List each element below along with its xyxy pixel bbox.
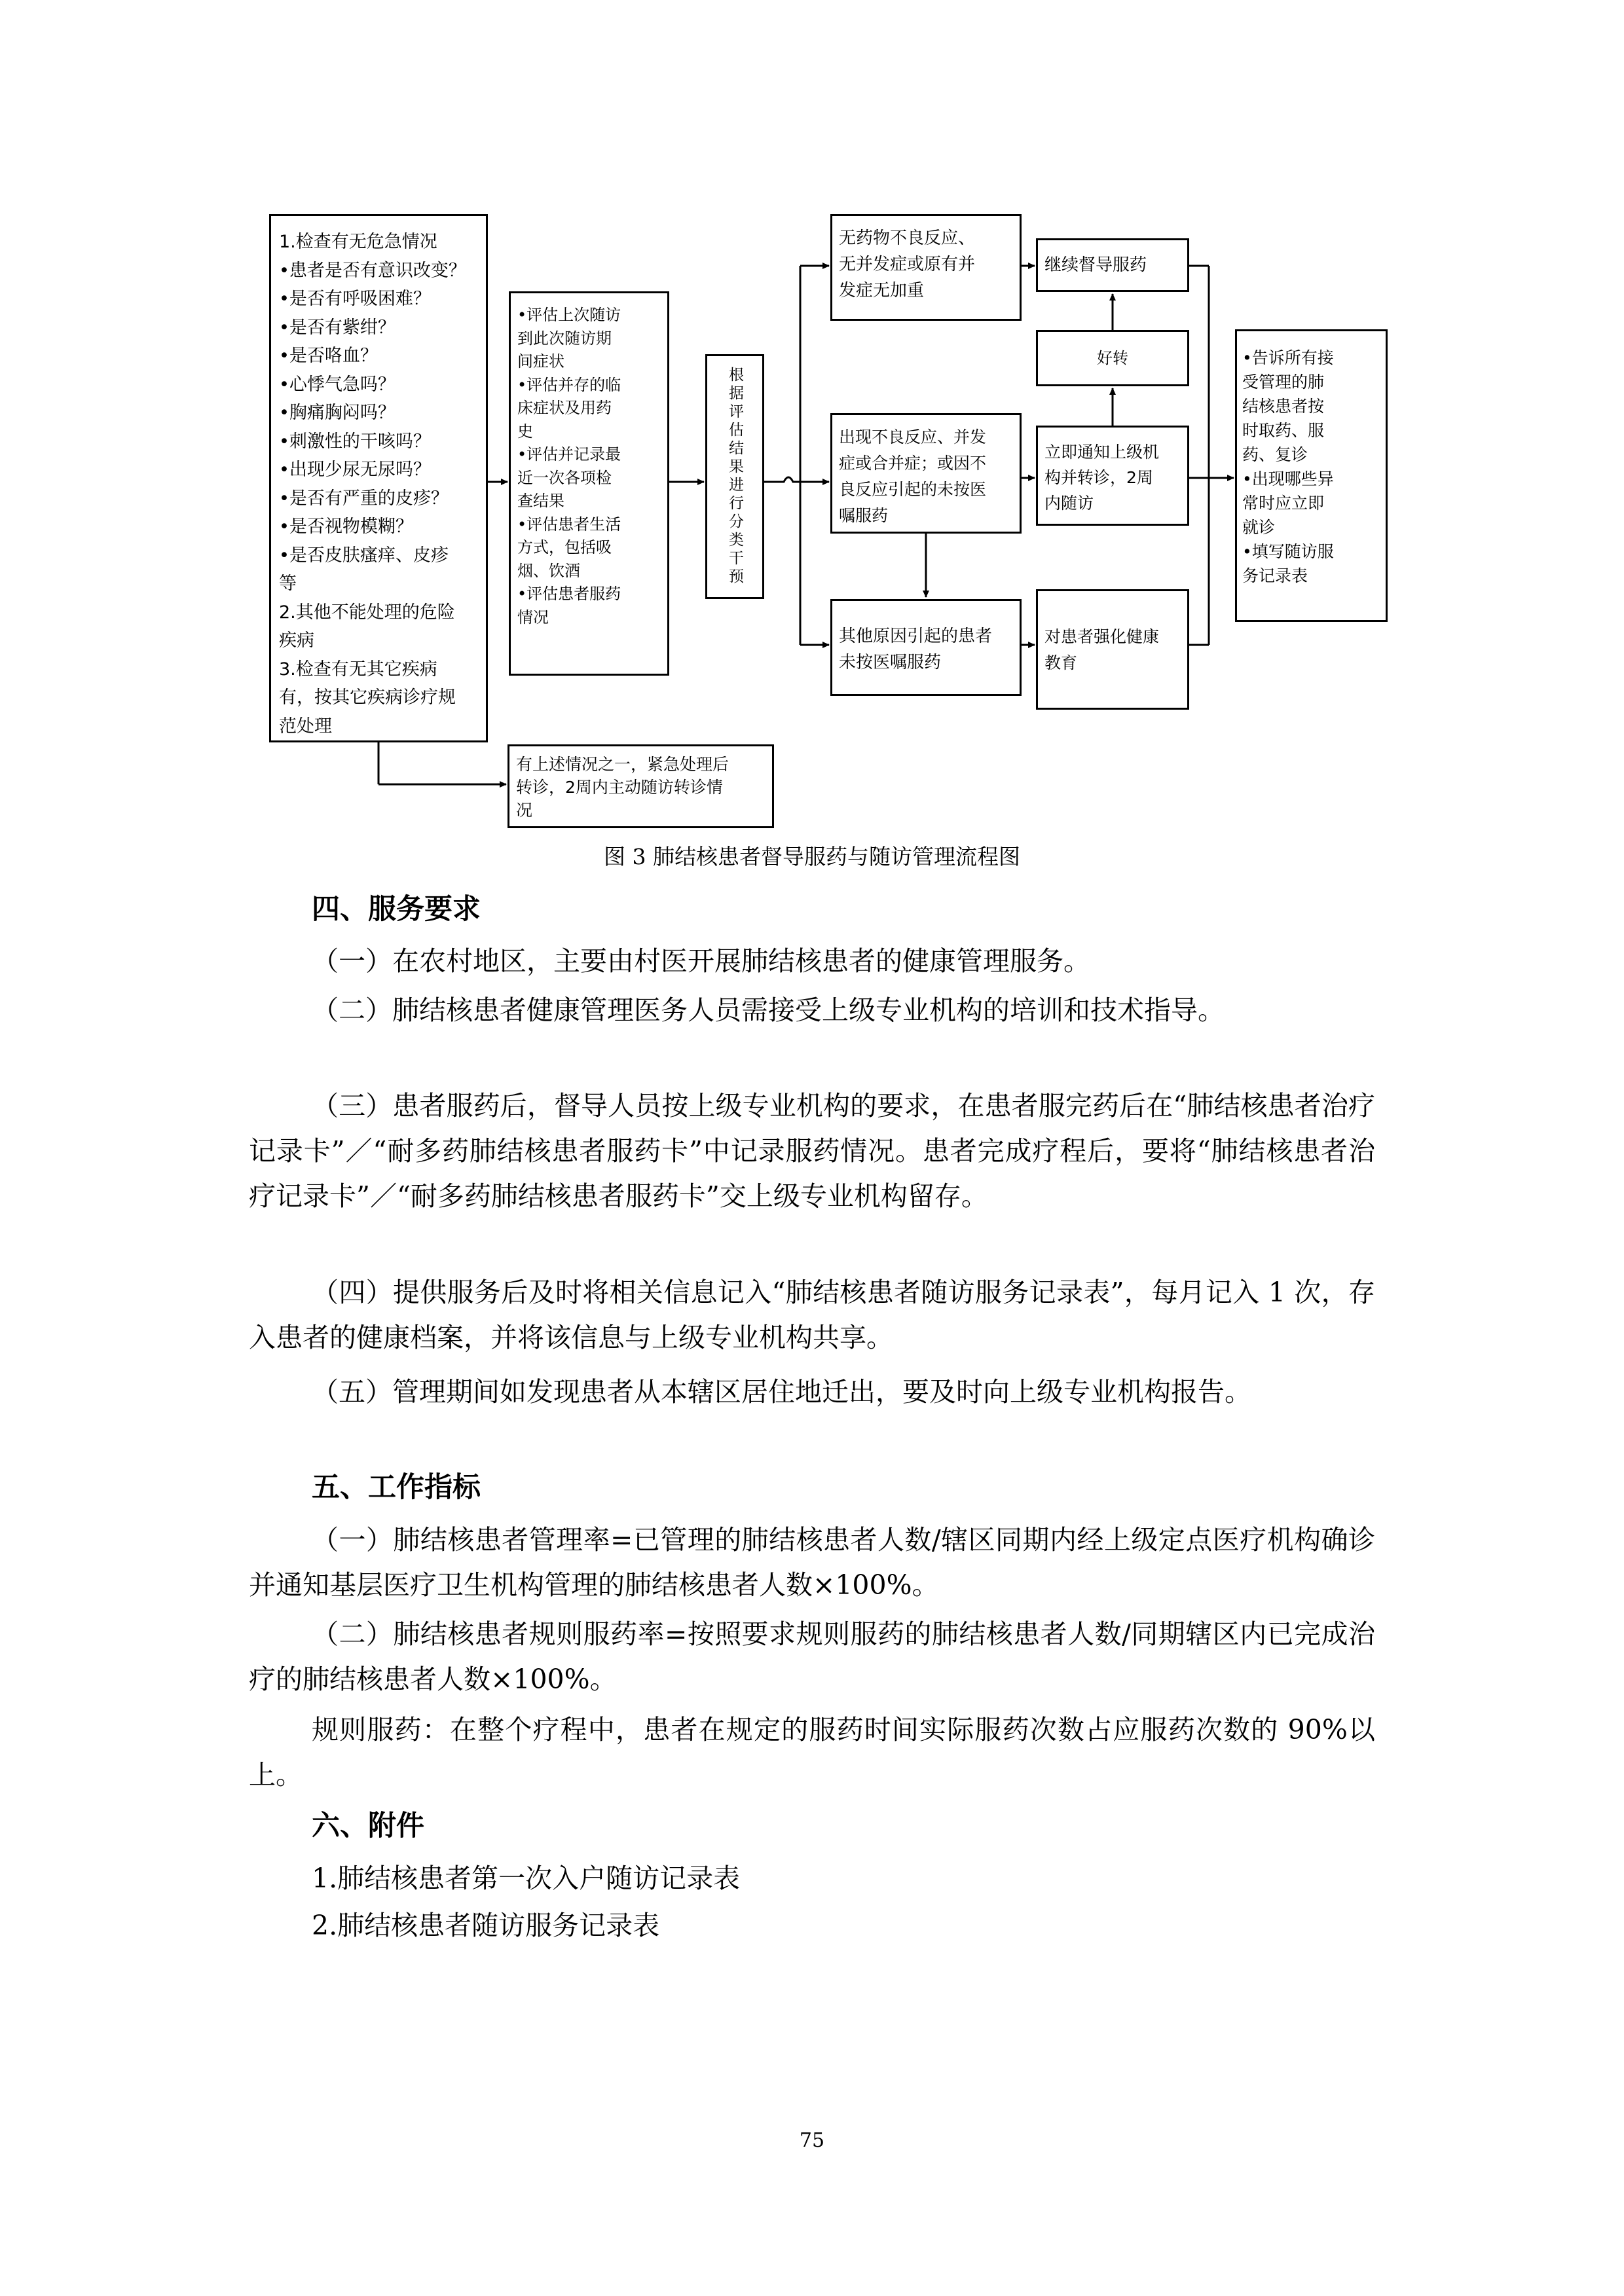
section-heading: 四、服务要求 bbox=[312, 893, 481, 926]
paragraph: （二）肺结核患者健康管理医务人员需接受上级专业机构的培训和技术指导。 bbox=[312, 994, 1225, 1026]
paragraph: （五）管理期间如发现患者从本辖区居住地迁出，要及时向上级专业机构报告。 bbox=[312, 1376, 1251, 1408]
no-adverse-reaction-box bbox=[830, 214, 1022, 321]
notify-referral-box bbox=[1036, 426, 1189, 526]
notify-line: 立即通知上级机 bbox=[1044, 443, 1160, 462]
check-line: •胸痛胸闷吗？ bbox=[279, 403, 396, 423]
classify-intervention-box bbox=[705, 354, 764, 599]
other-line: 未按医嘱服药 bbox=[839, 653, 942, 672]
check-line: 有，按其它疾病诊疗规 bbox=[279, 687, 456, 708]
emergency-line: 况 bbox=[516, 801, 533, 820]
notify-line: 内随访 bbox=[1044, 494, 1094, 513]
instruction-line: 就诊 bbox=[1242, 518, 1276, 537]
instruction-line: 时取药、服 bbox=[1242, 421, 1325, 440]
classify-text: 根据评估结果进行分类干预 bbox=[726, 367, 743, 587]
eval-line: 近一次各项检 bbox=[517, 468, 612, 487]
eval-line: •评估并存的临 bbox=[517, 375, 621, 394]
eval-line: 间症状 bbox=[517, 352, 564, 371]
reaction-line: 出现不良反应、并发 bbox=[839, 428, 987, 446]
adverse-reaction-box bbox=[830, 413, 1022, 534]
reaction-line: 良反应引起的未按医 bbox=[839, 480, 987, 499]
paragraph: （一）肺结核患者管理率=已管理的肺结核患者人数/辖区同期内经上级定点医疗机构确诊并通知基层医疗卫生机构管理的肺结核患者人数×100%。 bbox=[249, 1524, 1375, 1601]
check-line: •是否有呼吸困难？ bbox=[279, 289, 431, 309]
emergency-line: 转诊，2周内主动随访转诊情 bbox=[516, 778, 723, 797]
check-line: •是否有紫绀？ bbox=[279, 317, 396, 338]
check-line: •出现少尿无尿吗？ bbox=[279, 460, 431, 480]
improved-text: 好转 bbox=[1097, 349, 1128, 367]
emergency-line: 有上述情况之一，紧急处理后 bbox=[516, 755, 729, 774]
instruction-line: •填写随访服 bbox=[1242, 542, 1334, 561]
paragraph: （一）在农村地区，主要由村医开展肺结核患者的健康管理服务。 bbox=[312, 945, 1090, 977]
instruction-line: 结核患者按 bbox=[1242, 397, 1325, 416]
other-reason-box bbox=[830, 599, 1022, 696]
check-line: •是否视物模糊？ bbox=[279, 517, 413, 537]
no-reaction-line: 无药物不良反应、 bbox=[839, 228, 976, 248]
section-heading: 六、附件 bbox=[312, 1810, 424, 1842]
eval-line: 床症状及用药 bbox=[517, 399, 612, 417]
reaction-line: 症或合并症；或因不 bbox=[839, 454, 987, 473]
instruction-line: 务记录表 bbox=[1242, 566, 1308, 585]
eval-line: 方式，包括吸 bbox=[517, 538, 612, 556]
instruction-line: •告诉所有接 bbox=[1242, 348, 1334, 367]
eval-line: 史 bbox=[517, 422, 533, 441]
instruction-line: 受管理的肺 bbox=[1242, 373, 1325, 392]
emergency-referral-box bbox=[507, 744, 774, 828]
eval-line: 烟、饮酒 bbox=[517, 561, 580, 580]
health-education-box bbox=[1036, 589, 1189, 710]
eval-line: 到此次随访期 bbox=[517, 329, 612, 348]
education-line: 教育 bbox=[1044, 653, 1078, 672]
figure-caption: 图 3 肺结核患者督导服药与随访管理流程图 bbox=[604, 844, 1020, 869]
paragraph: （四）提供服务后及时将相关信息记入“肺结核患者随访服务记录表”，每月记入 1 次，存入患者的健康档案，并将该信息与上级专业机构共享。 bbox=[249, 1277, 1375, 1353]
check-line: 疾病 bbox=[279, 630, 314, 651]
check-line: •是否有严重的皮疹？ bbox=[279, 488, 449, 509]
paragraph: 规则服药：在整个疗程中，患者在规定的服药时间实际服药次数占应服药次数的 90%以上。 bbox=[249, 1714, 1375, 1791]
reaction-line: 嘱服药 bbox=[839, 506, 889, 525]
check-line: •是否咯血？ bbox=[279, 346, 378, 366]
evaluation-box bbox=[509, 291, 669, 676]
check-line: 1.检查有无危急情况 bbox=[279, 232, 437, 252]
patient-instructions-box bbox=[1235, 329, 1388, 622]
no-reaction-line: 无并发症或原有并 bbox=[839, 255, 976, 274]
paragraph: （二）肺结核患者规则服药率=按照要求规则服药的肺结核患者人数/同期辖区内已完成治疗的肺结核患者人数×100%。 bbox=[249, 1618, 1375, 1695]
eval-line: 查结果 bbox=[517, 492, 564, 510]
eval-line: •评估患者服药 bbox=[517, 585, 621, 603]
section-heading: 五、工作指标 bbox=[312, 1471, 481, 1504]
notify-line: 构并转诊，2周 bbox=[1044, 468, 1153, 487]
improved-box bbox=[1036, 330, 1189, 386]
eval-line: 情况 bbox=[517, 608, 549, 627]
check-line: 2.其他不能处理的危险 bbox=[279, 602, 455, 623]
check-line: 范处理 bbox=[279, 716, 332, 737]
education-line: 对患者强化健康 bbox=[1044, 627, 1160, 646]
instruction-line: •出现哪些异 bbox=[1242, 469, 1334, 488]
check-line: •刺激性的干咳吗？ bbox=[279, 431, 431, 452]
danger-check-box bbox=[269, 214, 488, 742]
attachment-item: 2.肺结核患者随访服务记录表 bbox=[312, 1910, 660, 1941]
eval-line: •评估并记录最 bbox=[517, 445, 621, 464]
eval-line: •评估患者生活 bbox=[517, 515, 621, 534]
check-line: 3.检查有无其它疾病 bbox=[279, 659, 437, 680]
check-line: 等 bbox=[279, 574, 297, 594]
flowchart bbox=[0, 0, 1624, 890]
other-line: 其他原因引起的患者 bbox=[839, 627, 993, 646]
page-number: 75 bbox=[799, 2129, 825, 2152]
check-line: •心悸气急吗？ bbox=[279, 374, 396, 395]
attachment-item: 1.肺结核患者第一次入户随访记录表 bbox=[312, 1863, 741, 1894]
check-line: •是否皮肤瘙痒、皮疹 bbox=[279, 545, 449, 566]
eval-line: •评估上次随访 bbox=[517, 306, 621, 324]
instruction-line: 常时应立即 bbox=[1242, 494, 1325, 513]
instruction-line: 药、复诊 bbox=[1242, 445, 1308, 464]
continue-supervision-box bbox=[1036, 238, 1189, 292]
continue-text: 继续督导服药 bbox=[1044, 255, 1147, 275]
check-line: •患者是否有意识改变？ bbox=[279, 260, 466, 281]
no-reaction-line: 发症无加重 bbox=[839, 281, 925, 301]
paragraph: （三）患者服药后，督导人员按上级专业机构的要求，在患者服完药后在“肺结核患者治疗记录卡”／“耐多药肺结核患者服药卡”中记录服药情况。患者完成疗程后，要将“肺结核患者治疗记录卡”／“耐多药肺结核患者服药卡”交上级专业机构留存。 bbox=[249, 1090, 1375, 1212]
